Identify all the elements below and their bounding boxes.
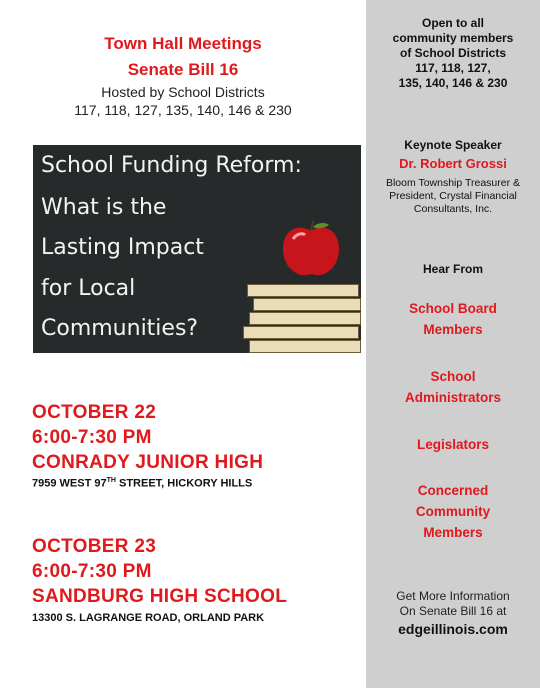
event-title: Town Hall Meetings xyxy=(104,34,262,53)
keynote-speaker-name: Dr. Robert Grossi xyxy=(399,156,507,171)
book xyxy=(249,312,361,325)
chalk-line-2: What is the xyxy=(41,195,167,220)
group-legislators xyxy=(366,434,540,455)
hosted-by-text: Hosted by School Districts xyxy=(101,84,265,100)
event2-time: 6:00-7:30 PM xyxy=(32,561,152,582)
event2-address: 13300 S. LAGRANGE ROAD, ORLAND PARK xyxy=(32,612,265,624)
keynote-desc-line: Consultants, Inc. xyxy=(413,203,493,215)
keynote-speaker-description xyxy=(366,177,540,216)
group-concerned-community xyxy=(366,480,540,543)
hear-from-heading: Hear From xyxy=(422,262,484,276)
chalk-line-3: Lasting Impact xyxy=(41,235,204,260)
district-list: 117, 118, 127, 135, 140, 146 & 230 xyxy=(74,102,292,118)
keynote-desc-line: Bloom Township Treasurer & xyxy=(385,177,521,189)
event1-address-superscript: TH xyxy=(106,477,116,484)
group-line: School Board xyxy=(409,301,497,316)
event1-address-part1: 7959 WEST 97 xyxy=(32,477,107,490)
event1-address-part2: STREET, HICKORY HILLS xyxy=(115,477,253,490)
chalk-line-1: School Funding Reform: xyxy=(41,153,302,178)
open-line: 117, 118, 127, xyxy=(415,61,491,75)
event1-venue: CONRADY JUNIOR HIGH xyxy=(32,452,264,473)
keynote-desc-line: President, Crystal Financial xyxy=(389,190,517,202)
keynote-label: Keynote Speaker xyxy=(404,138,502,152)
group-line: Members xyxy=(423,322,483,337)
apple-icon xyxy=(279,219,343,279)
group-line: Administrators xyxy=(404,390,502,405)
chalk-line-5: Communities? xyxy=(41,316,199,341)
event1-time: 6:00-7:30 PM xyxy=(32,427,152,448)
sidebar xyxy=(366,0,540,688)
group-school-board xyxy=(366,298,540,340)
open-line: community members xyxy=(392,31,514,45)
chalkboard-image xyxy=(33,145,361,353)
event1-address xyxy=(32,477,252,490)
group-school-administrators xyxy=(366,366,540,408)
event2-venue: SANDBURG HIGH SCHOOL xyxy=(32,586,288,607)
group-line: Community xyxy=(415,504,491,519)
more-info-line: On Senate Bill 16 at xyxy=(399,604,507,618)
more-info-line: Get More Information xyxy=(396,589,510,603)
book xyxy=(249,340,361,353)
group-line: Members xyxy=(423,525,483,540)
event2-date: OCTOBER 23 xyxy=(32,536,157,557)
open-line: 135, 140, 146 & 230 xyxy=(398,76,508,90)
event1-date: OCTOBER 22 xyxy=(32,402,157,423)
bill-title: Senate Bill 16 xyxy=(127,60,239,79)
open-line: of School Districts xyxy=(399,46,506,60)
book xyxy=(243,326,359,339)
group-line: School xyxy=(430,369,476,384)
open-to-all-text xyxy=(366,16,540,91)
book xyxy=(247,284,359,297)
more-info-text xyxy=(366,589,540,619)
website-link[interactable]: edgeillinois.com xyxy=(398,621,508,637)
group-line: Legislators xyxy=(416,437,490,452)
open-line: Open to all xyxy=(421,16,484,30)
group-line: Concerned xyxy=(417,483,489,498)
book xyxy=(253,298,361,311)
chalk-line-4: for Local xyxy=(41,276,136,301)
